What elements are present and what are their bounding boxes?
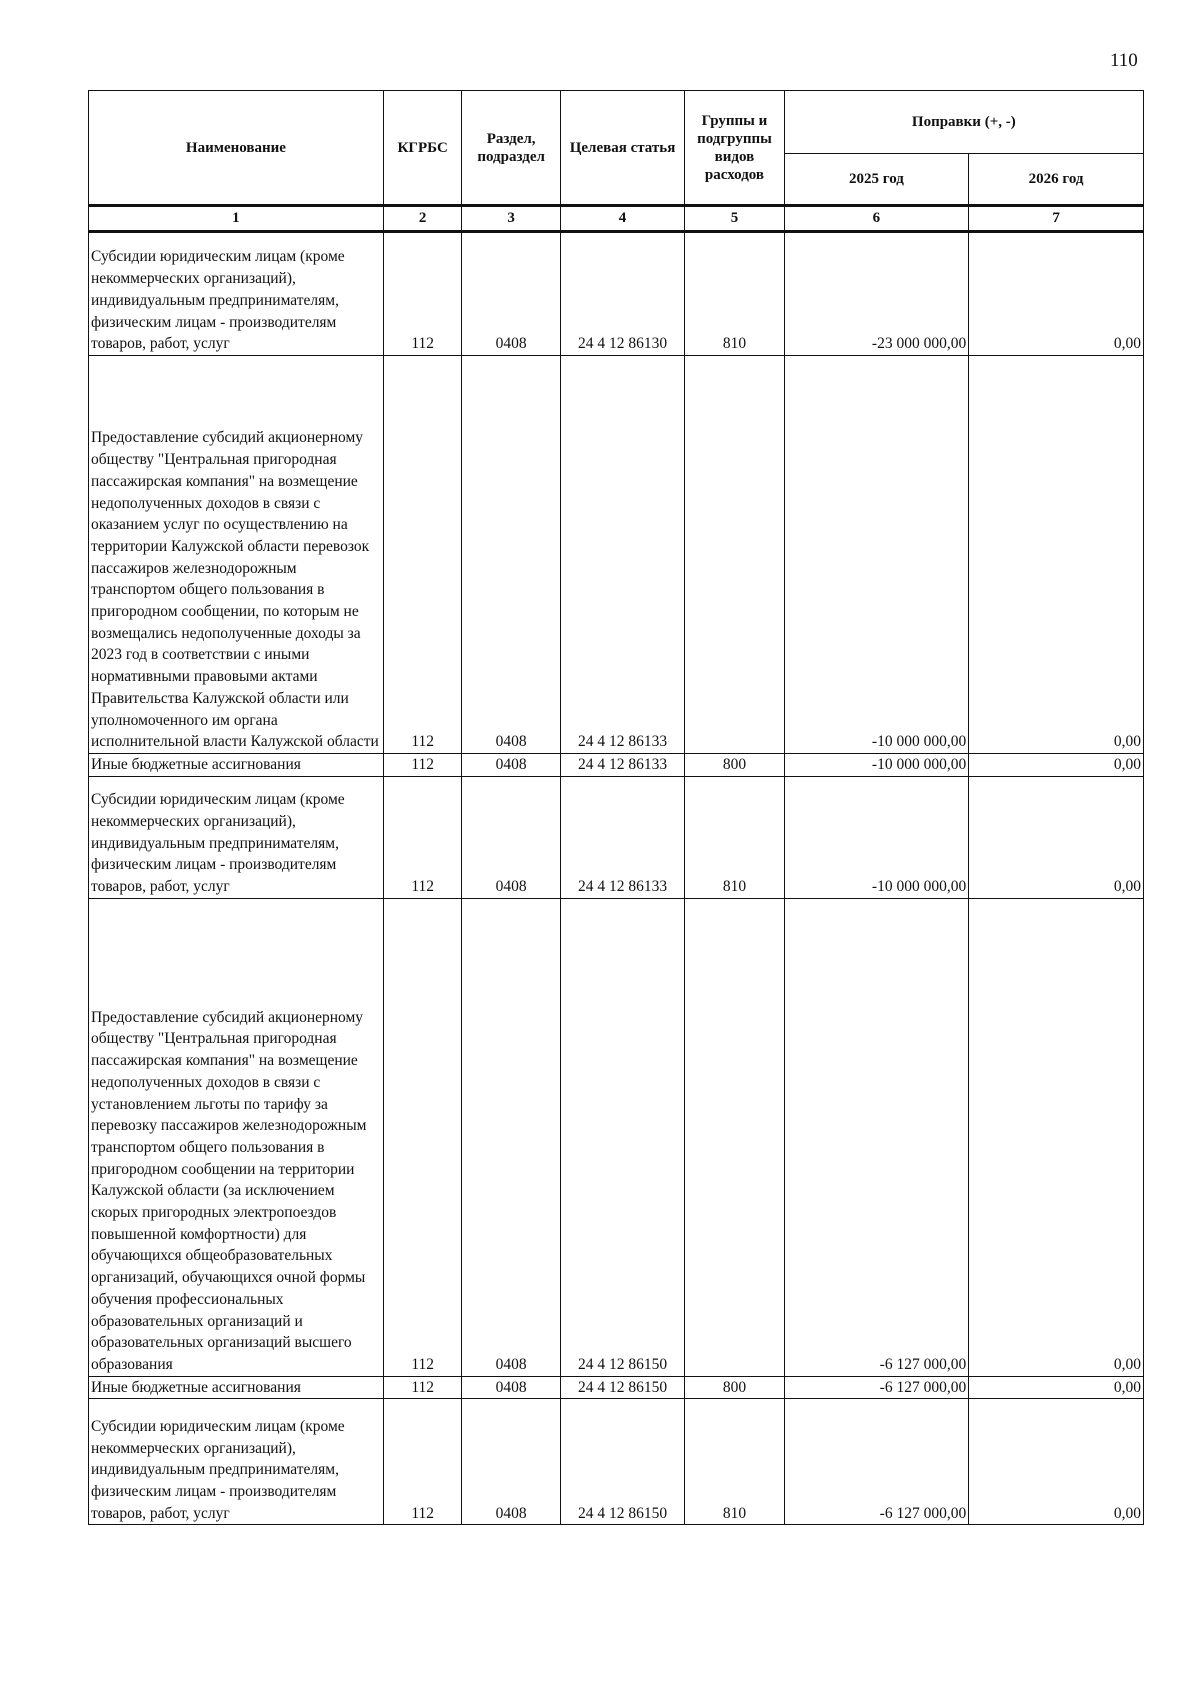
- row-name: Предоставление субсидий акционерному обществу "Центральная пригородная пассажирская компания" на возмещение недополученных доходов в связи с установлением льготы по тарифу за перевозку пассажиров железнодорожным транспортом общего пользования в пригородном сообщении на территории Калужской области (за исключением скорых пригородных электропоездов повышенной комфортности) для обучающихся общеобразовательных организаций, обучающихся очной формы обучения профессиональных образовательных организаций и образовательных организаций высшего образования: [89, 898, 384, 1376]
- column-number: 3: [462, 206, 560, 232]
- row-group: 810: [685, 1399, 784, 1525]
- header-amendments: Поправки (+, -): [784, 91, 1143, 154]
- table-row: [89, 356, 1144, 754]
- row-amount-2025: -10 000 000,00: [784, 356, 969, 754]
- row-amount-2025: -6 127 000,00: [784, 1376, 969, 1399]
- column-number: 7: [969, 206, 1144, 232]
- row-group: 810: [685, 776, 784, 898]
- row-kgrbs: 112: [383, 1399, 462, 1525]
- row-kgrbs: 112: [383, 232, 462, 356]
- column-number: 1: [89, 206, 384, 232]
- row-kgrbs: 112: [383, 356, 462, 754]
- row-amount-2026: 0,00: [969, 898, 1144, 1376]
- row-target: 24 4 12 86133: [560, 776, 685, 898]
- row-target: 24 4 12 86150: [560, 1376, 685, 1399]
- row-group: 800: [685, 754, 784, 777]
- header-year-2026: 2026 год: [969, 154, 1144, 206]
- row-target: 24 4 12 86133: [560, 754, 685, 777]
- row-group: 810: [685, 232, 784, 356]
- row-kgrbs: 112: [383, 898, 462, 1376]
- row-kgrbs: 112: [383, 776, 462, 898]
- table-row: [89, 776, 1144, 898]
- row-amount-2026: 0,00: [969, 1376, 1144, 1399]
- budget-amendments-table: [88, 90, 1144, 1525]
- row-name: Иные бюджетные ассигнования: [89, 754, 384, 777]
- row-target: 24 4 12 86133: [560, 356, 685, 754]
- row-amount-2025: -6 127 000,00: [784, 898, 969, 1376]
- header-kgrbs: КГРБС: [383, 91, 462, 206]
- column-number: 2: [383, 206, 462, 232]
- row-amount-2025: -6 127 000,00: [784, 1399, 969, 1525]
- row-section: 0408: [462, 1376, 560, 1399]
- column-number: 4: [560, 206, 685, 232]
- row-amount-2025: -23 000 000,00: [784, 232, 969, 356]
- page-number: 110: [1110, 50, 1138, 71]
- row-amount-2026: 0,00: [969, 1399, 1144, 1525]
- table-row: [89, 232, 1144, 356]
- row-kgrbs: 112: [383, 754, 462, 777]
- row-name: Предоставление субсидий акционерному обществу "Центральная пригородная пассажирская компания" на возмещение недополученных доходов в связи с оказанием услуг по осуществлению на территории Калужской области перевозок пассажиров железнодорожным транспортом общего пользования в пригородном сообщении, по которым не возмещались недополученные доходы за 2023 год в соответствии с иными нормативными правовыми актами Правительства Калужской области или уполномоченного им органа исполнительной власти Калужской области: [89, 356, 384, 754]
- row-section: 0408: [462, 898, 560, 1376]
- row-name: Субсидии юридическим лицам (кроме некоммерческих организаций), индивидуальным предпринимателям, физическим лицам - производителям товаров, работ, услуг: [89, 776, 384, 898]
- row-section: 0408: [462, 754, 560, 777]
- row-amount-2026: 0,00: [969, 776, 1144, 898]
- row-group: [685, 898, 784, 1376]
- column-number: 6: [784, 206, 969, 232]
- row-target: 24 4 12 86150: [560, 1399, 685, 1525]
- row-amount-2026: 0,00: [969, 754, 1144, 777]
- row-group: [685, 356, 784, 754]
- column-number: 5: [685, 206, 784, 232]
- table-row: [89, 898, 1144, 1376]
- header-name: Наименование: [89, 91, 384, 206]
- table-row: [89, 754, 1144, 777]
- row-section: 0408: [462, 232, 560, 356]
- table-row: [89, 1376, 1144, 1399]
- header-groups: Группы и подгруппы видов расходов: [685, 91, 784, 206]
- row-section: 0408: [462, 776, 560, 898]
- row-amount-2025: -10 000 000,00: [784, 776, 969, 898]
- row-amount-2025: -10 000 000,00: [784, 754, 969, 777]
- row-section: 0408: [462, 1399, 560, 1525]
- header-target: Целевая статья: [560, 91, 685, 206]
- header-year-2025: 2025 год: [784, 154, 969, 206]
- row-section: 0408: [462, 356, 560, 754]
- header-section: Раздел, подраздел: [462, 91, 560, 206]
- row-name: Иные бюджетные ассигнования: [89, 1376, 384, 1399]
- row-amount-2026: 0,00: [969, 356, 1144, 754]
- row-target: 24 4 12 86130: [560, 232, 685, 356]
- row-target: 24 4 12 86150: [560, 898, 685, 1376]
- table-row: [89, 1399, 1144, 1525]
- row-name: Субсидии юридическим лицам (кроме некоммерческих организаций), индивидуальным предпринимателям, физическим лицам - производителям товаров, работ, услуг: [89, 1399, 384, 1525]
- row-kgrbs: 112: [383, 1376, 462, 1399]
- row-amount-2026: 0,00: [969, 232, 1144, 356]
- row-group: 800: [685, 1376, 784, 1399]
- row-name: Субсидии юридическим лицам (кроме некоммерческих организаций), индивидуальным предпринимателям, физическим лицам - производителям товаров, работ, услуг: [89, 232, 384, 356]
